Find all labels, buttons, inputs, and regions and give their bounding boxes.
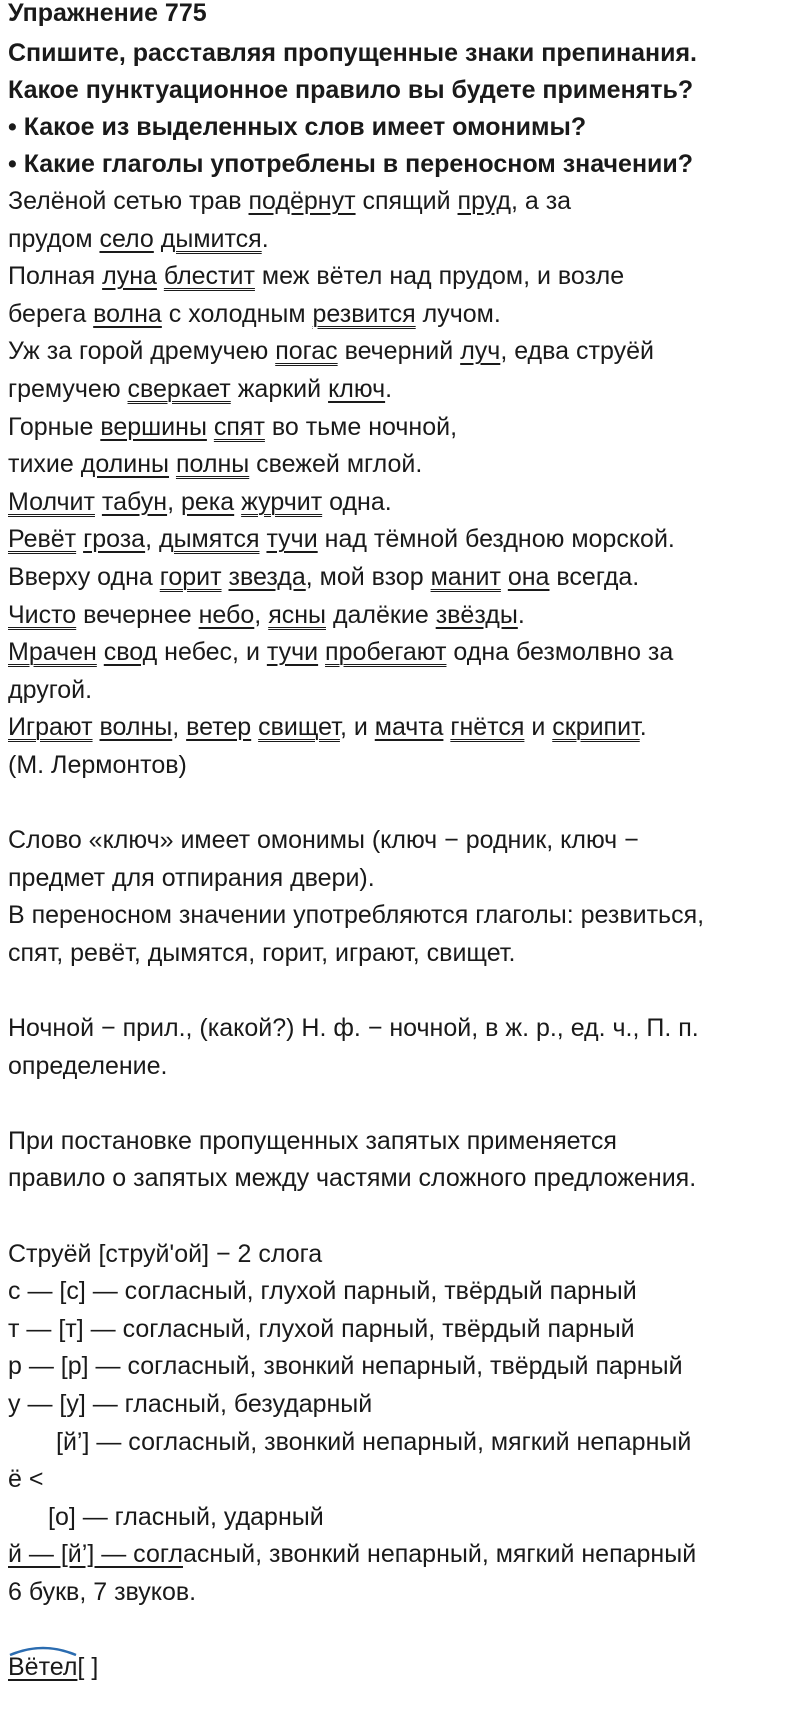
- double-underlined-word: Молчит: [8, 487, 95, 516]
- double-underlined-word: дымится: [160, 224, 262, 253]
- text: берега: [8, 299, 94, 328]
- text: ,: [172, 713, 187, 742]
- spacer: [8, 785, 792, 823]
- text: небес, и: [157, 638, 267, 667]
- phonetic-line: [8, 1536, 792, 1574]
- underlined-word: волны: [99, 713, 173, 742]
- phonetic-head: Струёй [струй'ой] − 2 слога: [8, 1239, 323, 1268]
- answer-line: Ночной − прил., (какой?) Н. ф. − ночной, в ж. р., ед. ч., П. п.: [8, 1014, 699, 1043]
- text: ,: [145, 525, 159, 554]
- word-with-root-mark: [8, 1649, 77, 1687]
- phonetic-line: т — [т] — согласный, глухой парный, твёрдый парный: [8, 1314, 635, 1343]
- text: и: [524, 713, 553, 742]
- underlined-word: мачта: [374, 713, 444, 742]
- underlined-word: село: [99, 224, 154, 253]
- text: свежей мглой.: [249, 450, 423, 479]
- answer-line: В переносном значении употребляются глаголы: резвиться,: [8, 901, 705, 930]
- poem-author: (М. Лермонтов): [8, 750, 187, 779]
- double-underlined-word: сверкает: [127, 374, 231, 403]
- text: [207, 413, 214, 441]
- underlined-word: тучи: [266, 638, 319, 667]
- task-line: • Какое из выделенных слов имеет омонимы?: [8, 113, 587, 141]
- poem-line: [8, 634, 792, 672]
- text: .: [639, 713, 647, 742]
- text: [93, 713, 100, 741]
- underlined-word: ключ: [328, 374, 386, 403]
- task-line: Какое пунктуационное правило вы будете применять?: [8, 76, 694, 104]
- poem-line: [8, 709, 792, 747]
- spacer: [8, 1198, 792, 1236]
- underlined-word: табун: [101, 487, 168, 516]
- text: [ ]: [77, 1653, 99, 1682]
- text: вечерний: [337, 337, 461, 366]
- underlined-word: звезда: [228, 562, 306, 591]
- text: .: [385, 374, 393, 403]
- double-underlined-word: скрипит: [552, 713, 640, 742]
- text: [95, 488, 102, 516]
- text: , едва струёй: [500, 337, 654, 366]
- phonetic-line: с — [с] — согласный, глухой парный, твёрдый парный: [8, 1277, 637, 1306]
- spacer: [8, 1612, 792, 1650]
- underlined-word: пруд: [457, 187, 511, 215]
- underlined-word: вершины: [100, 412, 207, 441]
- double-underlined-word: погас: [275, 337, 338, 366]
- answer-line: определение.: [8, 1051, 168, 1080]
- double-underlined-word: ясны: [268, 600, 326, 629]
- double-underlined-word: блестит: [163, 262, 255, 291]
- text: Вверху одна: [8, 562, 160, 591]
- text: ,: [167, 487, 181, 516]
- text: жаркий: [230, 374, 329, 403]
- text: меж вётел над прудом, и возле: [254, 262, 625, 291]
- poem-text: [8, 183, 792, 785]
- poem-line: [8, 296, 792, 334]
- phonetic-line: ё <: [8, 1465, 44, 1494]
- underlined-word: гроза: [83, 525, 146, 554]
- task-line: • Какие глаголы употреблены в переносном значении?: [8, 150, 694, 178]
- text: [222, 563, 229, 591]
- phonetic-line: [й’] — согласный, звонкий непарный, мягкий непарный: [56, 1427, 692, 1456]
- phonetic-count: 6 букв, 7 звуков.: [8, 1577, 197, 1606]
- text: всегда.: [549, 562, 640, 591]
- text: .: [517, 600, 525, 629]
- answer-line: Слово «ключ» имеет омонимы (ключ − родник, ключ −: [8, 826, 639, 855]
- task-instructions: [8, 35, 792, 183]
- answer-parse: [8, 1010, 792, 1085]
- text: с холодным: [161, 299, 313, 328]
- poem-line: [8, 221, 792, 259]
- answer-line: правило о запятых между частями сложного предложения.: [8, 1164, 697, 1193]
- underlined-word: луна: [102, 262, 157, 291]
- poem-line: другой.: [8, 675, 93, 704]
- poem-line: [8, 183, 792, 221]
- exercise-title: Упражнение 775: [8, 0, 207, 27]
- text: спящий: [355, 187, 458, 215]
- poem-line: [8, 484, 792, 522]
- text: прудом: [8, 224, 100, 253]
- text: [318, 638, 325, 666]
- double-underlined-word: полны: [175, 450, 250, 479]
- underlined-word: волна: [93, 299, 162, 328]
- text: одна.: [322, 487, 392, 516]
- poem-line: [8, 559, 792, 597]
- text: гремучею: [8, 374, 128, 403]
- double-underlined-word: Играют: [8, 713, 93, 742]
- phonetic-line: у — [у] — гласный, безударный: [8, 1390, 373, 1418]
- double-underlined-word: свищет: [258, 713, 340, 742]
- double-underlined-word: Мрачен: [8, 638, 97, 667]
- double-underlined-word: пробегают: [325, 638, 447, 667]
- root-arc-icon: [8, 1643, 78, 1657]
- underlined-word: ветер: [186, 713, 252, 742]
- text: асный, звонкий непарный, мягкий непарный: [183, 1540, 697, 1569]
- double-underlined-word: дымятся: [159, 525, 260, 554]
- double-underlined-word: горит: [159, 562, 222, 591]
- double-underlined-word: гнётся: [450, 713, 525, 742]
- text: [97, 638, 104, 666]
- underlined-word: звёзды: [435, 600, 518, 629]
- answer-homonyms: [8, 822, 792, 897]
- answer-line: спят, ревёт, дымятся, горит, играют, свищет.: [8, 938, 516, 967]
- text: ,: [254, 600, 269, 629]
- text: .: [261, 224, 269, 253]
- text: [169, 450, 176, 478]
- word-parse-line: [8, 1649, 792, 1687]
- underlined-word: она: [507, 562, 550, 591]
- phonetic-line: [о] — гласный, ударный: [48, 1502, 324, 1531]
- text: далёкие: [326, 600, 436, 629]
- poem-line: [8, 521, 792, 559]
- phonetic-analysis: [8, 1236, 792, 1612]
- poem-line: [8, 597, 792, 635]
- poem-line: [8, 258, 792, 296]
- poem-line: [8, 446, 792, 484]
- double-underlined-word: спят: [213, 412, 265, 441]
- spacer: [8, 1085, 792, 1123]
- underlined-word: небо: [198, 600, 255, 629]
- text: , мой взор: [305, 562, 431, 591]
- answer-figurative: [8, 897, 792, 972]
- underlined-text: й — [й’] — согл: [8, 1540, 183, 1569]
- text: одна безмолвно за: [446, 638, 674, 667]
- double-underlined-word: журчит: [241, 487, 323, 516]
- underlined-word: подёрнут: [248, 187, 356, 215]
- double-underlined-word: резвится: [312, 299, 416, 328]
- answer-line: предмет для отпирания двери).: [8, 863, 375, 892]
- text: над тёмной бездною морской.: [317, 525, 675, 554]
- underlined-word: долины: [80, 450, 170, 479]
- text: тихие: [8, 450, 81, 479]
- text: , а за: [510, 187, 572, 215]
- answer-line: При постановке пропущенных запятых применяется: [8, 1126, 617, 1155]
- answer-rule: [8, 1123, 792, 1198]
- text: [154, 225, 161, 253]
- double-underlined-word: манит: [430, 562, 501, 591]
- double-underlined-word: Ревёт: [8, 525, 77, 554]
- poem-line: [8, 371, 792, 409]
- text: [501, 563, 508, 591]
- underlined-word: река: [180, 487, 235, 516]
- text: вечернее: [76, 600, 199, 629]
- text: Зелёной сетью трав: [8, 187, 249, 215]
- spacer: [8, 972, 792, 1010]
- underlined-word: тучи: [266, 525, 318, 554]
- poem-line: [8, 409, 792, 447]
- text: Полная: [8, 262, 103, 291]
- underlined-word: свод: [103, 638, 158, 667]
- text: лучом.: [415, 299, 501, 328]
- text: во тьме ночной,: [264, 412, 458, 441]
- underlined-word: луч: [460, 337, 501, 366]
- poem-line: [8, 333, 792, 371]
- double-underlined-word: Чисто: [8, 600, 77, 629]
- text: Горные: [8, 412, 101, 441]
- text: Уж за горой дремучею: [8, 337, 276, 366]
- text: [157, 262, 164, 290]
- phonetic-line: р — [р] — согласный, звонкий непарный, твёрдый парный: [8, 1352, 683, 1381]
- text: , и: [339, 713, 375, 742]
- task-line: Спишите, расставляя пропущенные знаки препинания.: [8, 39, 697, 67]
- underlined-word: Вётел: [8, 1653, 78, 1682]
